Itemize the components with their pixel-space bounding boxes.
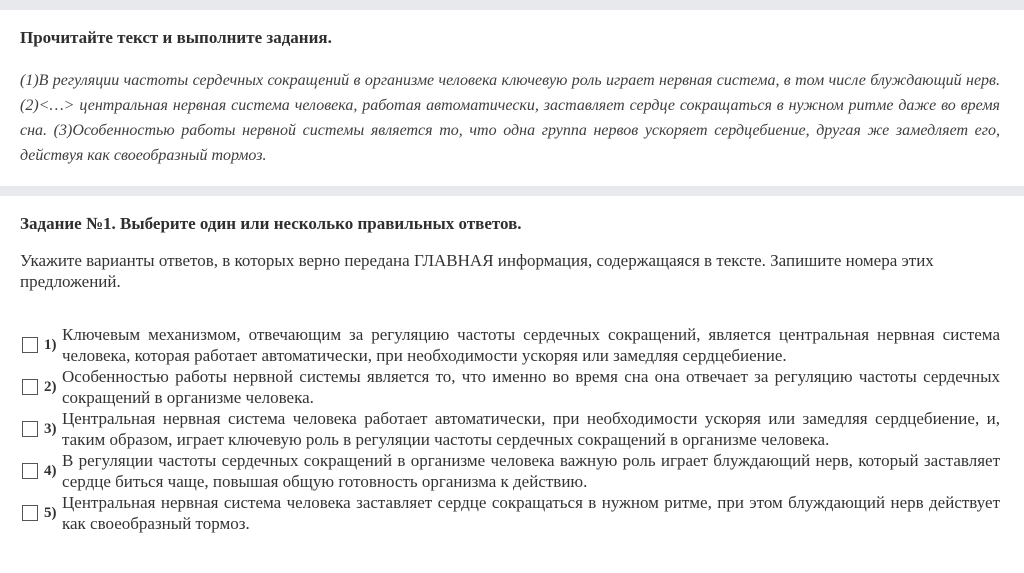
reading-section xyxy=(0,10,1024,186)
option-text: Центральная нервная система человека работает автоматически, при необходимости ускоряя или замедляя сердцебиение, и, таким образом, играет ключевую роль в регуляции частоты сердечных сокращений в организме человека. xyxy=(62,409,1000,449)
task-section xyxy=(0,196,1024,534)
checkbox-option-4[interactable] xyxy=(22,463,38,479)
task-instruction: Укажите варианты ответов, в которых верно передана ГЛАВНАЯ информация, содержащаяся в тексте. Запишите номера этих предложений. xyxy=(20,251,934,291)
option-number: 5) xyxy=(44,504,57,521)
option-number: 2) xyxy=(44,378,57,395)
option-number: 4) xyxy=(44,462,57,479)
section-divider-bar xyxy=(0,186,1024,196)
option-text: В регуляции частоты сердечных сокращений в организме человека важную роль играет блуждающий нерв, который заставляет сердце биться чаще, повышая общую готовность организма к действию. xyxy=(62,451,1000,491)
option-text: Ключевым механизмом, отвечающим за регуляцию частоты сердечных сокращений, является центральная нервная система человека, которая работает автоматически, при необходимости ускоряя или замедляя сердцебиение. xyxy=(62,325,1000,365)
answer-option-2[interactable] xyxy=(20,366,1000,408)
answer-option-3[interactable] xyxy=(20,408,1000,450)
task-heading: Задание №1. Выберите один или несколько правильных ответов. xyxy=(20,214,522,233)
answer-option-4[interactable] xyxy=(20,450,1000,492)
checkbox-option-2[interactable] xyxy=(22,379,38,395)
checkbox-option-5[interactable] xyxy=(22,505,38,521)
top-divider-bar xyxy=(0,0,1024,10)
answer-options-list xyxy=(20,324,1000,534)
option-number: 1) xyxy=(44,336,57,353)
checkbox-option-1[interactable] xyxy=(22,337,38,353)
option-number: 3) xyxy=(44,420,57,437)
reading-heading: Прочитайте текст и выполните задания. xyxy=(20,28,332,47)
reading-passage: (1)В регуляции частоты сердечных сокращений в организме человека ключевую роль играет нервная система, в том числе блуждающий нерв. (2)<…> центральная нервная система человека, работая автоматически, заставляет сердце сокращаться в нужном ритме даже во время сна. (3)Особенностью работы нервной системы является то, что одна группа нервов ускоряет сердцебиение, другая же замедляет его, действуя как своеобразный тормоз. xyxy=(20,72,1000,164)
option-text: Особенностью работы нервной системы является то, что именно во время сна она отвечает за регуляцию частоты сердечных сокращений в организме человека. xyxy=(62,367,1000,407)
checkbox-option-3[interactable] xyxy=(22,421,38,437)
option-text: Центральная нервная система человека заставляет сердце сокращаться в нужном ритме, при этом блуждающий нерв действует как своеобразный тормоз. xyxy=(62,493,1000,533)
answer-option-1[interactable] xyxy=(20,324,1000,366)
answer-option-5[interactable] xyxy=(20,492,1000,534)
